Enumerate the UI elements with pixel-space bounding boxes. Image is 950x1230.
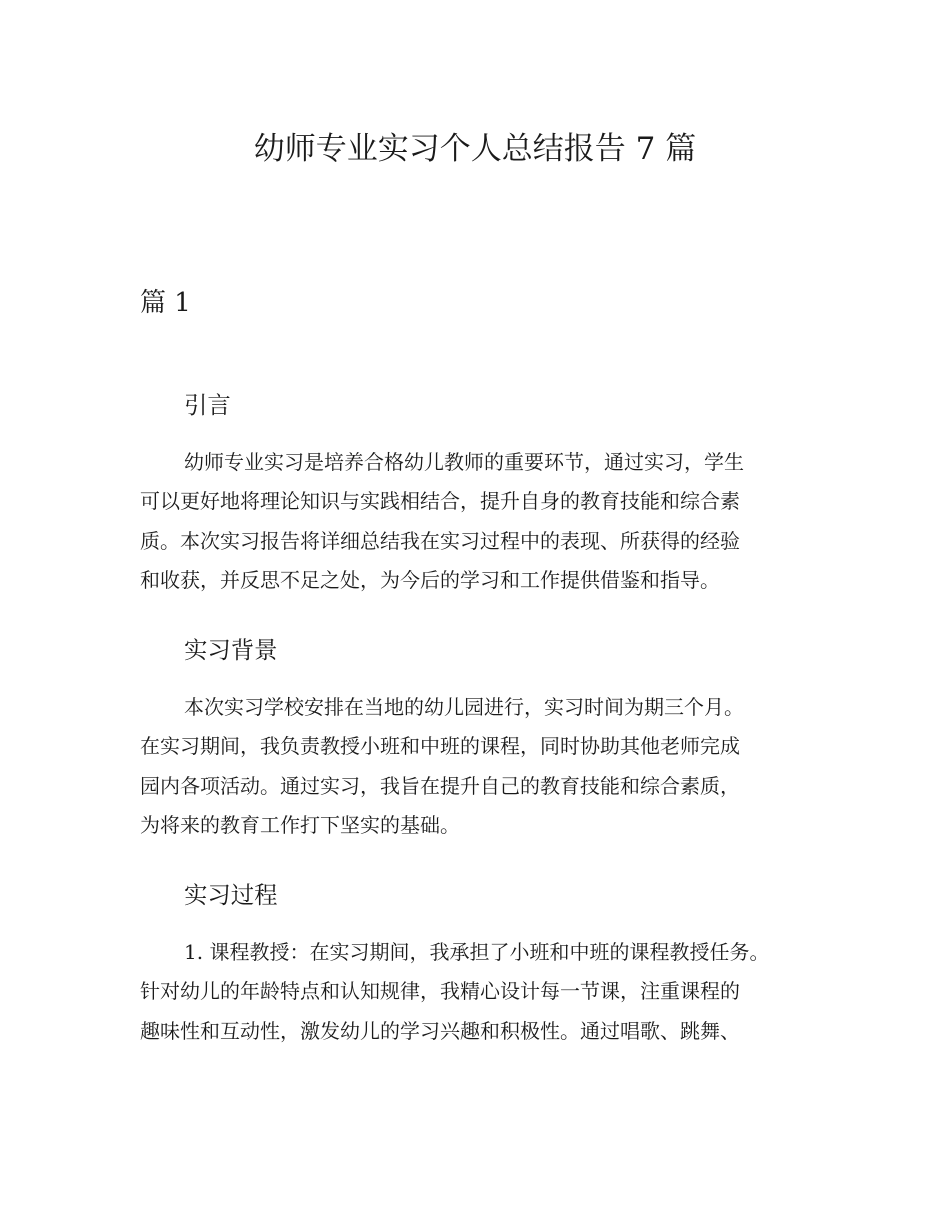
paragraph-line: 趣味性和互动性，激发幼儿的学习兴趣和积极性。通过唱歌、跳舞、 xyxy=(140,1018,740,1043)
intro-paragraph xyxy=(140,443,840,601)
paragraph-line: 和收获，并反思不足之处，为今后的学习和工作提供借鉴和指导。 xyxy=(140,568,720,593)
background-heading: 实习背景 xyxy=(184,636,278,664)
process-paragraph xyxy=(140,933,840,1052)
section-heading: 篇 1 xyxy=(140,288,191,318)
intro-section xyxy=(140,386,840,601)
paragraph-line: 本次实习学校安排在当地的幼儿园进行，实习时间为期三个月。 xyxy=(184,694,744,719)
paragraph-line: 园内各项活动。通过实习，我旨在提升自己的教育技能和综合素质， xyxy=(140,773,740,798)
process-section xyxy=(140,876,840,1051)
paragraph-line: 质。本次实习报告将详细总结我在实习过程中的表现、所获得的经验 xyxy=(140,528,740,553)
document-title: 幼师专业实习个人总结报告 7 篇 xyxy=(253,131,697,167)
paragraph-line: 1. 课程教授：在实习期间，我承担了小班和中班的课程教授任务。 xyxy=(184,939,770,964)
paragraph-line: 为将来的教育工作打下坚实的基础。 xyxy=(140,813,460,838)
paragraph-line: 针对幼儿的年龄特点和认知规律，我精心设计每一节课，注重课程的 xyxy=(140,979,740,1004)
paragraph-line: 在实习期间，我负责教授小班和中班的课程，同时协助其他老师完成 xyxy=(140,734,740,759)
background-paragraph xyxy=(140,688,840,846)
paragraph-line: 幼师专业实习是培养合格幼儿教师的重要环节，通过实习，学生 xyxy=(184,449,744,474)
process-heading: 实习过程 xyxy=(184,881,278,909)
intro-heading: 引言 xyxy=(184,391,231,419)
paragraph-line: 可以更好地将理论知识与实践相结合，提升自身的教育技能和综合素 xyxy=(140,489,740,514)
background-section xyxy=(140,631,840,846)
